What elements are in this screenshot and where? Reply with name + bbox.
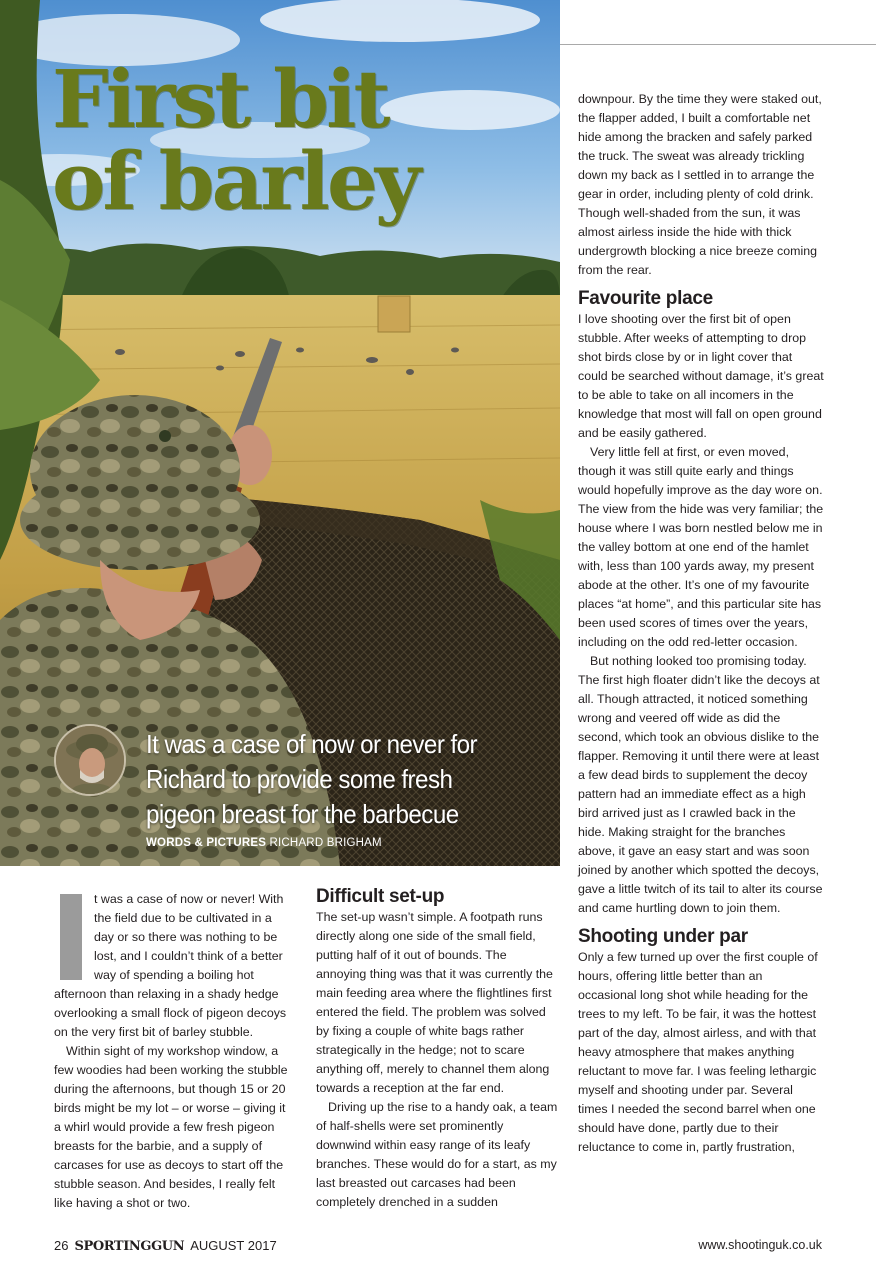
article-column-2 xyxy=(316,885,560,1212)
paragraph: Within sight of my workshop window, a few woodies had been working the stubble during the afternoons, but though 15 or 20 birds might be my lot – or worse – giving it a whirl would provide a few fresh pigeon breasts for the barbie, and a supply of carcases for use as decoys to start off the stubble season. And besides, I really felt like having a shot or two. xyxy=(54,1044,288,1210)
article-headline xyxy=(52,52,532,228)
header-rule xyxy=(560,44,876,45)
headline-line-1: First bit xyxy=(52,52,388,146)
byline-label: WORDS & PICTURES xyxy=(146,837,267,849)
page-footer xyxy=(54,1238,277,1254)
author-avatar xyxy=(54,724,126,796)
magazine-title: SPORTINGGUN xyxy=(74,1239,185,1254)
website-link[interactable]: www.shootinguk.co.uk xyxy=(698,1238,822,1252)
issue-date: AUGUST 2017 xyxy=(190,1238,277,1253)
paragraph: But nothing looked too promising today. The first high floater didn’t like the decoys at all. Though attracted, it noticed something wrong and veered off wide as did the second, which took an obvious dislike to the flapper. Removing it until there were at least a few dead birds to supplement the decoy pattern had an immediate effect as a high bird arrived just as I crawled back in the hide. Making straight for the branches above, it gave an easy start and was soon joined by another which spotted the decoys, gave a little twitch of its tail to alter its course and came hurtling down to join them. xyxy=(578,654,823,915)
article-column-3 xyxy=(578,90,824,1157)
paragraph: Driving up the rise to a handy oak, a team of half-shells were set prominently downwind within easy range of its leafy branches. These would do for a start, as my last breasted out carcases had been completely drenched in a sudden xyxy=(316,1100,558,1209)
headline-line-2: of barley xyxy=(52,134,419,228)
section-heading: Difficult set-up xyxy=(316,886,445,907)
page-number: 26 xyxy=(54,1238,69,1253)
byline-author: RICHARD BRIGHAM xyxy=(269,837,382,849)
paragraph: I love shooting over the first bit of open stubble. After weeks of attempting to drop shot birds close by or in light cover that could be searched without damage, it’s great to be able to take on all incomers in the knowledge that most will fall on open ground and be easily gathered. xyxy=(578,312,824,440)
section-heading: Shooting under par xyxy=(578,926,748,947)
paragraph: Very little fell at first, or even moved, though it was still quite early and things would hopefully improve as the day wore on. The view from the hide was very familiar; the house where I was born nestled below me in the valley bottom at one end of the hamlet with, less than 100 yards away, my present abode at the other. It’s one of my favourite places “at home”, and this particular site has been used scores of times over the years, including on the odd red-letter occasion. xyxy=(578,445,824,649)
paragraph: Only a few turned up over the first couple of hours, offering little better than an occasional long shot while heading for the trees to my left. To be fair, it was the hottest part of the day, almost airless, and with that heavy atmosphere that makes anything reluctant to move far. I was feeling lethargic myself and shooting under par. Several times I needed the second barrel when one should have done, partly due to their reluctance to come in, partly frustration, xyxy=(578,950,818,1154)
section-heading: Favourite place xyxy=(578,288,713,309)
byline xyxy=(146,837,382,849)
paragraph: The set-up wasn’t simple. A footpath runs directly along one side of the small field, putting half of it out of bounds. The annoying thing was that it was currently the main feeding area where the flightlines first entered the field. The problem was solved by fixing a couple of white bags rather strategically in the hedge; not to scare anything off, merely to channel them along towards a reception at the far end. xyxy=(316,910,553,1095)
standfirst: It was a case of now or never for Richard to provide some fresh pigeon breast for the barbecue xyxy=(146,729,478,829)
article-column-1 xyxy=(54,890,290,1213)
paragraph: downpour. By the time they were staked out, the flapper added, I built a comfortable net hide among the bracken and safely parked the truck. The sweat was already trickling down my back as I settled in to arrange the gear in order, including plenty of cold drink. Though well-shaded from the sun, it was almost airless inside the hide with thick undergrowth blocking a nice breeze coming from the rear. xyxy=(578,92,822,277)
drop-cap xyxy=(60,894,82,980)
paragraph: t was a case of now or never! With the field due to be cultivated in a day or so there was nothing to be lost, and I couldn’t think of a better way of spending a boiling hot afternoon than relaxing in a shady hedge overlooking a small flock of pigeon decoys on the very first bit of barley stubble. xyxy=(54,892,287,1039)
